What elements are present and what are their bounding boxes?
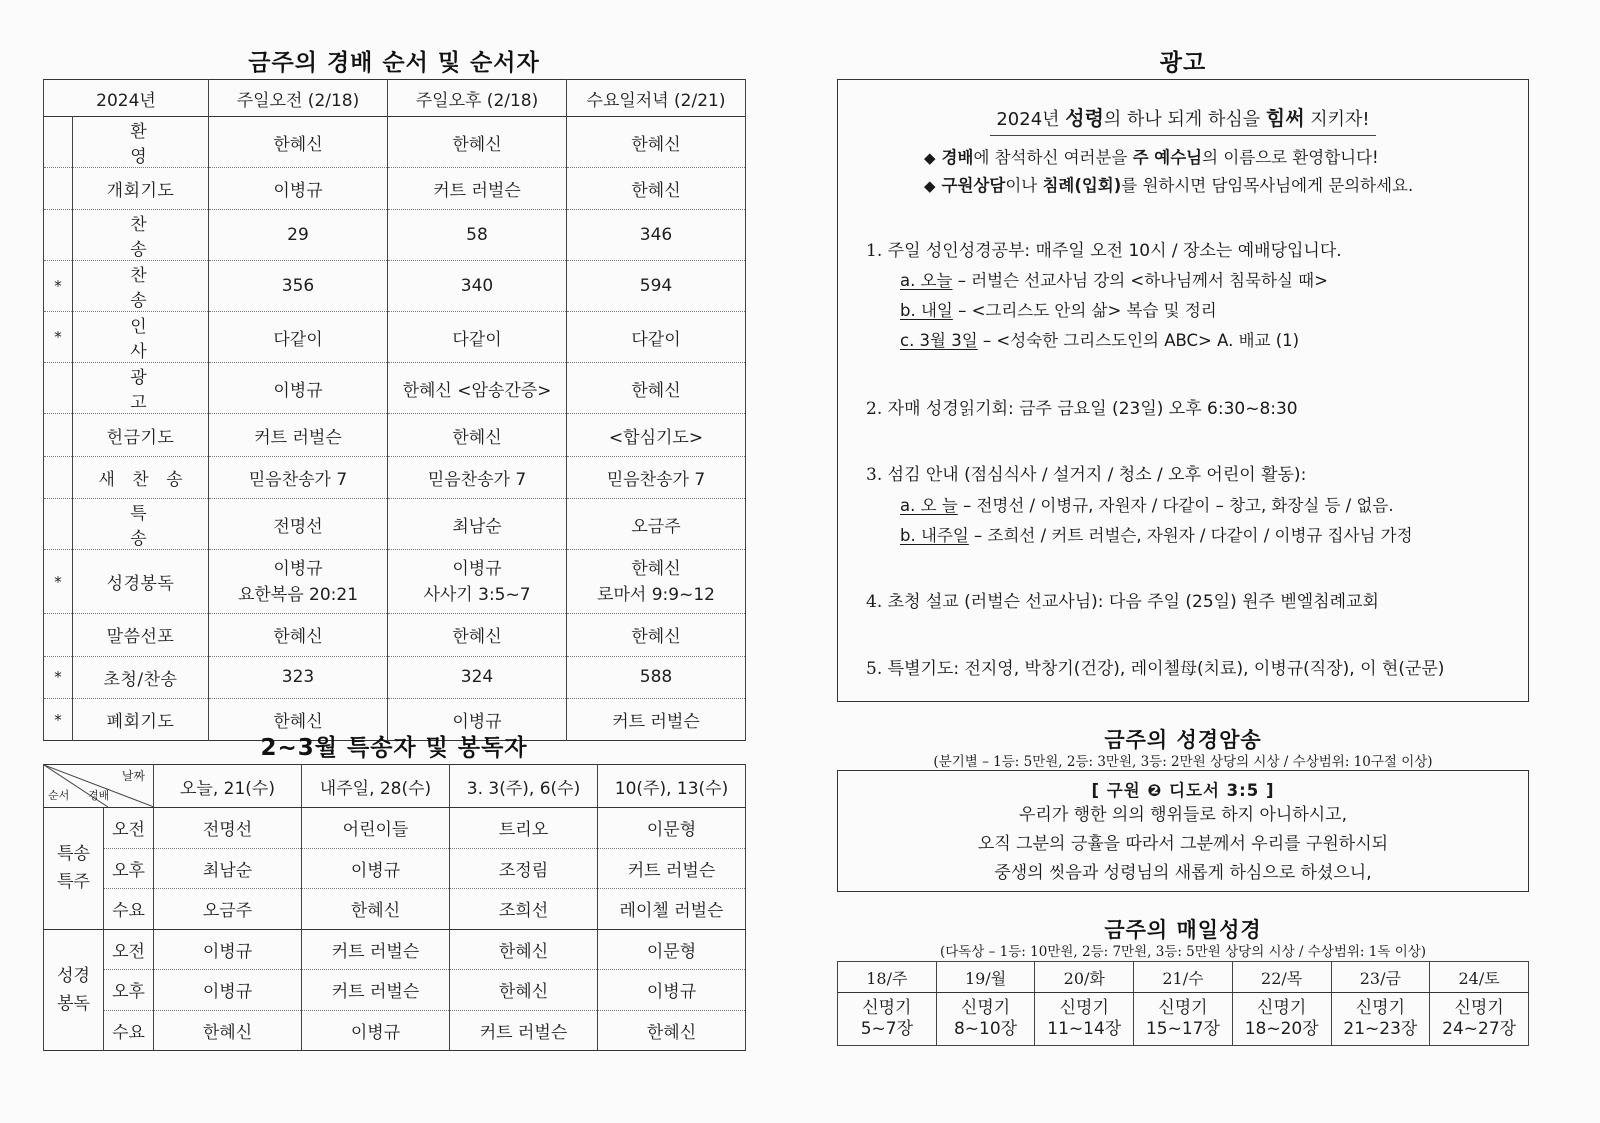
cell: 오금주 xyxy=(154,889,302,930)
day-header: 23/금 xyxy=(1331,962,1430,993)
announcement-3a: a. 오 늘 – 전명선 / 이병규, 자원자 / 다같이 – 창고, 화장실 등 / 없음. xyxy=(900,496,1394,515)
corner-service-label: 경배 xyxy=(88,789,110,802)
cell: 이병규 xyxy=(302,848,450,889)
row-label: 찬 송 xyxy=(73,261,209,312)
header-date: 오늘, 21(수) xyxy=(154,765,302,808)
cell: 한혜신 xyxy=(209,698,388,740)
cell: 다같이 xyxy=(567,312,746,363)
cell: 커트 러벌슨 xyxy=(302,970,450,1011)
cell: 어린이들 xyxy=(302,808,450,849)
bullet-item: ◆ 구원상담이나 침례(입회)를 원하시면 담임목사님에게 문의하세요. xyxy=(924,176,1414,195)
cell: 오금주 xyxy=(567,499,746,550)
special-table xyxy=(43,764,746,1051)
memory-verse-box xyxy=(837,770,1529,892)
cell: 한혜신 xyxy=(388,414,567,456)
stand-marker: * xyxy=(44,312,73,363)
cell: 이병규 xyxy=(154,970,302,1011)
group-label: 특송 특주 xyxy=(44,808,104,930)
stand-marker xyxy=(44,168,73,210)
row-label: 말씀선포 xyxy=(73,614,209,656)
cell: <합심기도> xyxy=(567,414,746,456)
service-order-title: 금주의 경배 순서 및 순서자 xyxy=(248,50,540,76)
row-label: 초청/찬송 xyxy=(73,656,209,698)
table-row xyxy=(44,656,746,698)
cell: 340 xyxy=(388,261,567,312)
row-label: 성경봉독 xyxy=(73,550,209,614)
reader: 한혜신 xyxy=(631,558,681,579)
cell: 한혜신 <암송간증> xyxy=(388,363,567,414)
cell: 믿음찬송가 7 xyxy=(567,456,746,498)
cell: 이병규 xyxy=(388,698,567,740)
verse-line: 오직 그분의 긍휼을 따라서 그분께서 우리를 구원하시되 xyxy=(977,834,1389,854)
day-header: 18/주 xyxy=(838,962,937,993)
cell: 전명선 xyxy=(209,499,388,550)
cell: 최남순 xyxy=(388,499,567,550)
table-row xyxy=(44,456,746,498)
announcement-1a: a. 오늘 – 러벌슨 선교사님 강의 <하나님께서 침묵하실 때> xyxy=(900,271,1328,290)
cell: 한혜신 xyxy=(567,363,746,414)
table-row xyxy=(44,414,746,456)
memory-verse-title: 금주의 성경암송 xyxy=(1104,728,1262,752)
stand-marker: * xyxy=(44,656,73,698)
cell: 커트 러벌슨 xyxy=(209,414,388,456)
time-label: 오후 xyxy=(104,970,154,1011)
annual-slogan: 2024년 성령의 하나 되게 하심을 힘써 지키자! xyxy=(838,102,1528,136)
cell: 조희선 xyxy=(450,889,598,930)
stand-marker xyxy=(44,117,73,168)
reading-cell: 신명기 11~14장 xyxy=(1035,993,1134,1046)
reading-cell: 신명기 24~27장 xyxy=(1430,993,1529,1046)
cell: 레이첼 러벌슨 xyxy=(598,889,746,930)
cell: 이병규 xyxy=(598,970,746,1011)
cell xyxy=(209,550,388,614)
announcement-3b: b. 내주일 – 조희선 / 커트 러벌슨, 자원자 / 다같이 / 이병규 집사님 가정 xyxy=(900,526,1413,545)
daily-bible-title: 금주의 매일성경 xyxy=(1104,918,1262,942)
cell: 커트 러벌슨 xyxy=(598,848,746,889)
reading-cell: 신명기 8~10장 xyxy=(936,993,1035,1046)
reading-cell: 신명기 15~17장 xyxy=(1134,993,1233,1046)
header-sunday-pm: 주일오후 (2/18) xyxy=(388,80,567,117)
stand-marker xyxy=(44,614,73,656)
ads-title: 광고 xyxy=(1159,50,1207,76)
reader: 이병규 xyxy=(273,558,323,579)
row-label: 특 송 xyxy=(73,499,209,550)
daily-bible-table xyxy=(837,961,1529,1046)
corner-order-label: 순서 xyxy=(48,789,70,802)
diamond-icon: ◆ xyxy=(924,177,936,195)
day-header: 21/수 xyxy=(1134,962,1233,993)
diamond-icon: ◆ xyxy=(924,149,936,167)
reading-cell: 신명기 18~20장 xyxy=(1232,993,1331,1046)
cell: 믿음찬송가 7 xyxy=(388,456,567,498)
stand-marker: * xyxy=(44,698,73,740)
scripture: 로마서 9:9~12 xyxy=(597,584,715,605)
table-row xyxy=(44,929,746,970)
cell: 346 xyxy=(567,210,746,261)
table-row xyxy=(44,363,746,414)
row-label: 개회기도 xyxy=(73,168,209,210)
cell: 최남순 xyxy=(154,848,302,889)
bullet-item: ◆ 경배에 참석하신 여러분을 주 예수님의 이름으로 환영합니다! xyxy=(924,148,1379,167)
row-label: 헌금기도 xyxy=(73,414,209,456)
cell: 이문형 xyxy=(598,929,746,970)
cell: 한혜신 xyxy=(450,929,598,970)
cell: 한혜신 xyxy=(302,889,450,930)
cell: 한혜신 xyxy=(209,117,388,168)
group-label: 성경 봉독 xyxy=(44,929,104,1051)
reader: 이병규 xyxy=(452,558,502,579)
cell: 323 xyxy=(209,656,388,698)
welcome-bullets xyxy=(924,144,1413,200)
stand-marker: * xyxy=(44,261,73,312)
day-header: 19/월 xyxy=(936,962,1035,993)
cell: 한혜신 xyxy=(388,614,567,656)
announcement-2: 2. 자매 성경읽기회: 금주 금요일 (23일) 오후 6:30~8:30 xyxy=(866,399,1298,419)
table-header-row xyxy=(44,765,746,808)
announcement-1c: c. 3월 3일 – <성숙한 그리스도인의 ABC> A. 배교 (1) xyxy=(900,331,1300,350)
corner-cell xyxy=(44,765,154,808)
corner-date-label: 날짜 xyxy=(121,769,145,783)
announcement-3: 3. 섬김 안내 (점심식사 / 설거지 / 청소 / 오후 어린이 활동): xyxy=(866,465,1307,485)
table-row xyxy=(44,210,746,261)
header-sunday-am: 주일오전 (2/18) xyxy=(209,80,388,117)
table-row xyxy=(44,970,746,1011)
announcement-1: 1. 주일 성인성경공부: 매주일 오전 10시 / 장소는 예배당입니다. xyxy=(866,241,1342,261)
table-row xyxy=(44,1010,746,1051)
cell: 한혜신 xyxy=(567,614,746,656)
table-header-row xyxy=(44,80,746,117)
cell: 한혜신 xyxy=(450,970,598,1011)
table-row xyxy=(44,848,746,889)
table-row xyxy=(44,499,746,550)
memory-verse-subtitle: (분기별 – 1등: 5만원, 2등: 3만원, 3등: 2만원 상당의 시상 / 수상범위: 10구절 이상) xyxy=(933,754,1433,770)
header-year: 2024년 xyxy=(44,80,209,117)
reading-cell: 신명기 21~23장 xyxy=(1331,993,1430,1046)
cell: 트리오 xyxy=(450,808,598,849)
cell: 58 xyxy=(388,210,567,261)
cell: 전명선 xyxy=(154,808,302,849)
cell: 커트 러벌슨 xyxy=(567,698,746,740)
cell: 이병규 xyxy=(154,929,302,970)
announcement-1b: b. 내일 – <그리스도 안의 삶> 복습 및 정리 xyxy=(900,301,1217,320)
cell: 커트 러벌슨 xyxy=(388,168,567,210)
announcement-4: 4. 초청 설교 (러벌슨 선교사님): 다음 주일 (25일) 원주 벧엘침례교회 xyxy=(866,592,1379,612)
cell: 324 xyxy=(388,656,567,698)
day-header: 20/화 xyxy=(1035,962,1134,993)
cell: 이문형 xyxy=(598,808,746,849)
day-header: 24/토 xyxy=(1430,962,1529,993)
cell: 한혜신 xyxy=(209,614,388,656)
cell: 이병규 xyxy=(209,168,388,210)
scripture: 사사기 3:5~7 xyxy=(423,584,531,605)
time-label: 오후 xyxy=(104,848,154,889)
verse-line: 우리가 행한 의의 행위들로 하지 아니하시고, xyxy=(1018,805,1348,825)
cell: 다같이 xyxy=(388,312,567,363)
cell: 29 xyxy=(209,210,388,261)
time-label: 오전 xyxy=(104,929,154,970)
daily-bible-subtitle: (다독상 – 1등: 10만원, 2등: 7만원, 3등: 5만원 상당의 시상 / 수상범위: 1독 이상) xyxy=(939,944,1427,960)
row-label: 찬 송 xyxy=(73,210,209,261)
table-row xyxy=(44,808,746,849)
cell: 594 xyxy=(567,261,746,312)
cell: 588 xyxy=(567,656,746,698)
row-label: 인 사 xyxy=(73,312,209,363)
verse-line: 중생의 씻음과 성령님의 새롭게 하심으로 하셨으니, xyxy=(994,863,1372,883)
day-header: 22/목 xyxy=(1232,962,1331,993)
cell xyxy=(388,550,567,614)
cell: 믿음찬송가 7 xyxy=(209,456,388,498)
table-row xyxy=(44,614,746,656)
stand-marker xyxy=(44,456,73,498)
table-row xyxy=(44,261,746,312)
table-row xyxy=(44,117,746,168)
row-label: 폐회기도 xyxy=(73,698,209,740)
stand-marker xyxy=(44,363,73,414)
table-row xyxy=(44,168,746,210)
header-date: 내주일, 28(수) xyxy=(302,765,450,808)
cell: 한혜신 xyxy=(154,1010,302,1051)
stand-marker xyxy=(44,414,73,456)
time-label: 수요 xyxy=(104,1010,154,1051)
cell: 한혜신 xyxy=(388,117,567,168)
row-label: 환 영 xyxy=(73,117,209,168)
cell: 한혜신 xyxy=(567,168,746,210)
table-row xyxy=(44,889,746,930)
time-label: 오전 xyxy=(104,808,154,849)
cell: 이병규 xyxy=(209,363,388,414)
special-title: 2~3월 특송자 및 봉독자 xyxy=(260,735,528,761)
header-wednesday: 수요일저녁 (2/21) xyxy=(567,80,746,117)
cell: 한혜신 xyxy=(598,1010,746,1051)
header-date: 3. 3(주), 6(수) xyxy=(450,765,598,808)
announcement-5: 5. 특별기도: 전지영, 박창기(건강), 레이첼母(치료), 이병규(직장), 이 현(군문) xyxy=(866,659,1445,679)
table-row xyxy=(44,550,746,614)
cell: 커트 러벌슨 xyxy=(302,929,450,970)
table-row xyxy=(838,993,1529,1046)
scripture: 요한복음 20:21 xyxy=(237,584,359,605)
cell: 이병규 xyxy=(302,1010,450,1051)
table-row xyxy=(44,312,746,363)
cell xyxy=(567,550,746,614)
row-label: 광 고 xyxy=(73,363,209,414)
row-label: 새 찬 송 xyxy=(73,456,209,498)
cell: 커트 러벌슨 xyxy=(450,1010,598,1051)
table-header-row xyxy=(838,962,1529,993)
reading-cell: 신명기 5~7장 xyxy=(838,993,937,1046)
service-order-table xyxy=(43,79,746,741)
cell: 한혜신 xyxy=(567,117,746,168)
stand-marker xyxy=(44,210,73,261)
verse-reference: [ 구원 ❷ 디도서 3:5 ] xyxy=(1091,781,1275,800)
stand-marker xyxy=(44,499,73,550)
time-label: 수요 xyxy=(104,889,154,930)
cell: 조정림 xyxy=(450,848,598,889)
cell: 356 xyxy=(209,261,388,312)
cell: 다같이 xyxy=(209,312,388,363)
announcements-box xyxy=(837,79,1529,702)
header-date: 10(주), 13(수) xyxy=(598,765,746,808)
stand-marker: * xyxy=(44,550,73,614)
